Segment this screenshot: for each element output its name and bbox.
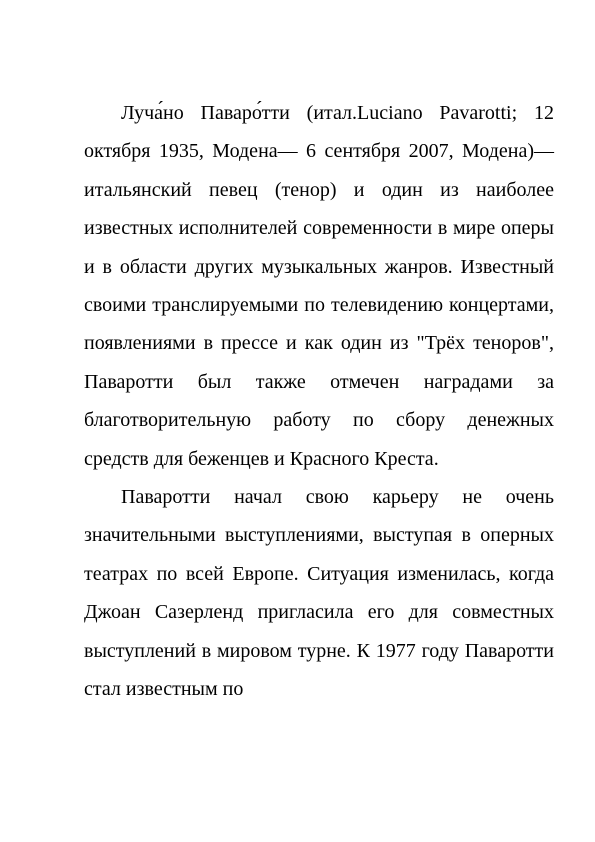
paragraph-biography-intro: Луча́но Паваро́тти (итал.Luciano Pavarotti; 12 октября 1935, Модена— 6 сентября 2007, Модена)— итальянский певец (тенор) и один из наиболее известных исполнителей современности в мире оперы и в области других музыкальных жанров. Известный своими транслируемыми по телевидению концертами, появлениями в прессе и как один из "Трёх теноров", Паваротти был также отмечен наградами за благотворительную работу по сбору денежных средств для беженцев и Красного Креста. [84, 102, 554, 470]
paragraph-career-start: Паваротти начал свою карьеру не очень значительными выступлениями, выступая в оперных театрах по всей Европе. Ситуация изменилась, когда Джоан Сазерленд пригласила его для совместных выступлений в мировом турне. К 1977 году Паваротти стал известным по [84, 486, 554, 701]
document-body [84, 94, 554, 709]
